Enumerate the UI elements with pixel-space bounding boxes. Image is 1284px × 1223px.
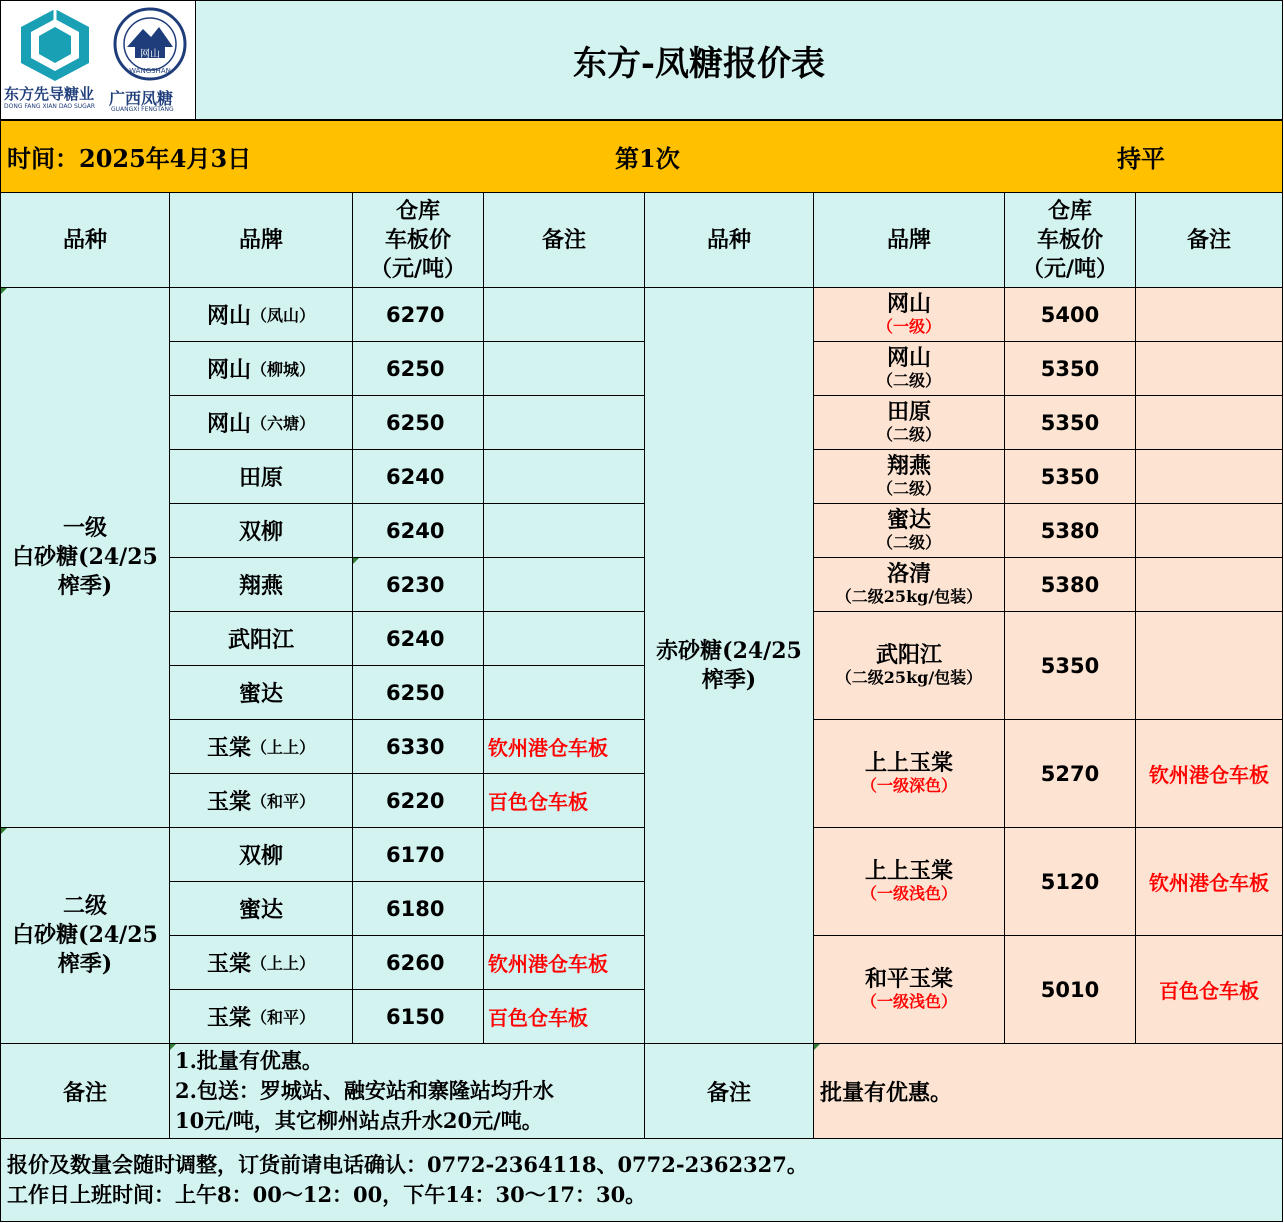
table-row-bs-6-price: 5350 [1005, 612, 1136, 720]
table-row-ws1-8-note: 钦州港仓车板 [484, 720, 645, 774]
table-row-bs-7-brand: 上上玉棠 （一级深色） [814, 720, 1005, 828]
table-row-ws2-2-brand: 玉棠 （上上） [170, 936, 353, 990]
col-note-right: 备注 [1136, 193, 1283, 288]
remarks-text-left: 1.批量有优惠。 2.包送：罗城站、融安站和寨隆站均升水 10元/吨，其它柳州站点升水20元/吨。 [170, 1044, 645, 1139]
table-row-ws2-3-price: 6150 [353, 990, 484, 1044]
col-price-right: 仓库 车板价 （元/吨） [1005, 193, 1136, 288]
svg-text:WANGSHAN: WANGSHAN [129, 67, 171, 75]
table-row-ws1-0-brand: 网山 （凤山） [170, 288, 353, 342]
table-row-ws1-4-price: 6240 [353, 504, 484, 558]
table-row-bs-6-note [1136, 612, 1283, 720]
table-row-ws1-9-price: 6220 [353, 774, 484, 828]
table-row-bs-8-price: 5120 [1005, 828, 1136, 936]
footer-contact: 报价及数量会随时调整，订货前请电话确认：0772-2364118、0772-2362327。 [7, 1152, 808, 1177]
table-row-bs-0-note [1136, 288, 1283, 342]
col-price-left: 仓库 车板价 （元/吨） [353, 193, 484, 288]
table-row-ws2-2-price: 6260 [353, 936, 484, 990]
table-row-ws2-0-brand: 双柳 [170, 828, 353, 882]
table-row-ws2-1-brand: 蜜达 [170, 882, 353, 936]
category-white-sugar-1: 一级 白砂糖(24/25 榨季) [0, 288, 170, 828]
table-row-bs-9-price: 5010 [1005, 936, 1136, 1044]
table-row-bs-1-brand: 网山 （二级） [814, 342, 1005, 396]
table-row-ws2-0-note [484, 828, 645, 882]
table-row-bs-4-price: 5380 [1005, 504, 1136, 558]
table-row-ws2-1-note [484, 882, 645, 936]
table-row-bs-3-brand: 翔燕 （二级） [814, 450, 1005, 504]
table-row-ws1-6-note [484, 612, 645, 666]
table-row-bs-9-note: 百色仓车板 [1136, 936, 1283, 1044]
table-row-bs-8-brand: 上上玉棠 （一级浅色） [814, 828, 1005, 936]
table-row-bs-3-note [1136, 450, 1283, 504]
table-row-ws1-3-brand: 田原 [170, 450, 353, 504]
logo1-name: 东方先导糖业 [4, 85, 95, 103]
logo-area [0, 0, 196, 120]
table-row-ws2-3-note: 百色仓车板 [484, 990, 645, 1044]
table-row-bs-3-price: 5350 [1005, 450, 1136, 504]
info-bar [0, 120, 1283, 193]
col-brand-right: 品牌 [814, 193, 1005, 288]
col-note-left: 备注 [484, 193, 645, 288]
remarks-label-right: 备注 [645, 1044, 814, 1139]
table-row-ws1-0-note [484, 288, 645, 342]
table-row-ws1-1-price: 6250 [353, 342, 484, 396]
footer-notes [0, 1139, 1283, 1222]
table-row-ws1-6-price: 6240 [353, 612, 484, 666]
table-row-bs-2-note [1136, 396, 1283, 450]
page-title: 东方-凤糖报价表 [196, 0, 1283, 120]
table-row-ws1-2-brand: 网山 （六塘） [170, 396, 353, 450]
logo2-sub: GUANGXI FENGTANG [111, 106, 174, 113]
table-row-ws1-5-price: 6230 [353, 558, 484, 612]
table-row-bs-5-price: 5380 [1005, 558, 1136, 612]
table-row-ws1-9-note: 百色仓车板 [484, 774, 645, 828]
dongfang-logo-icon [15, 5, 95, 85]
col-variety-right: 品种 [645, 193, 814, 288]
category-brown-sugar: 赤砂糖(24/25 榨季) [645, 288, 814, 1044]
table-row-ws1-4-note [484, 504, 645, 558]
table-row-bs-2-brand: 田原 （二级） [814, 396, 1005, 450]
category-white-sugar-2: 二级 白砂糖(24/25 榨季) [0, 828, 170, 1044]
table-row-ws1-7-note [484, 666, 645, 720]
table-row-ws1-6-brand: 武阳江 [170, 612, 353, 666]
table-row-ws1-1-brand: 网山 （柳城） [170, 342, 353, 396]
table-row-bs-1-note [1136, 342, 1283, 396]
table-row-ws1-7-price: 6250 [353, 666, 484, 720]
table-row-bs-5-note [1136, 558, 1283, 612]
remarks-label-left: 备注 [0, 1044, 170, 1139]
table-row-ws1-3-note [484, 450, 645, 504]
col-variety-left: 品种 [0, 193, 170, 288]
table-row-ws1-7-brand: 蜜达 [170, 666, 353, 720]
logo2-name: 广西凤糖 [109, 89, 174, 108]
table-row-ws1-3-price: 6240 [353, 450, 484, 504]
quote-date: 时间：2025年4月3日 [7, 144, 252, 173]
table-row-ws2-0-price: 6170 [353, 828, 484, 882]
table-row-ws1-0-price: 6270 [353, 288, 484, 342]
table-row-ws1-1-note [484, 342, 645, 396]
table-row-ws1-9-brand: 玉棠 （和平） [170, 774, 353, 828]
table-row-bs-8-note: 钦州港仓车板 [1136, 828, 1283, 936]
logo1-sub: DONG FANG XIAN DAO SUGAR [4, 103, 96, 110]
table-row-ws1-4-brand: 双柳 [170, 504, 353, 558]
table-row-ws1-5-brand: 翔燕 [170, 558, 353, 612]
col-brand-left: 品牌 [170, 193, 353, 288]
table-row-bs-1-price: 5350 [1005, 342, 1136, 396]
table-row-bs-7-price: 5270 [1005, 720, 1136, 828]
table-row-ws2-2-note: 钦州港仓车板 [484, 936, 645, 990]
quote-round: 第1次 [615, 144, 680, 173]
table-row-bs-0-brand: 网山 （一级） [814, 288, 1005, 342]
table-row-ws1-2-price: 6250 [353, 396, 484, 450]
table-row-bs-7-note: 钦州港仓车板 [1136, 720, 1283, 828]
footer-hours: 工作日上班时间：上午8：00～12：00，下午14：30～17：30。 [7, 1182, 647, 1207]
svg-text:网山: 网山 [140, 49, 160, 60]
table-row-bs-4-brand: 蜜达 （二级） [814, 504, 1005, 558]
table-row-ws1-5-note [484, 558, 645, 612]
table-row-bs-5-brand: 洛清 （二级25kg/包装） [814, 558, 1005, 612]
table-row-bs-6-brand: 武阳江 （二级25kg/包装） [814, 612, 1005, 720]
table-row-bs-0-price: 5400 [1005, 288, 1136, 342]
wangshan-seal-icon [113, 7, 187, 81]
table-row-ws1-8-brand: 玉棠 （上上） [170, 720, 353, 774]
table-row-ws1-8-price: 6330 [353, 720, 484, 774]
table-row-ws1-2-note [484, 396, 645, 450]
table-row-bs-9-brand: 和平玉棠 （一级浅色） [814, 936, 1005, 1044]
table-row-bs-4-note [1136, 504, 1283, 558]
price-trend: 持平 [1117, 144, 1165, 173]
remarks-text-right: 批量有优惠。 [814, 1044, 1283, 1139]
table-row-ws2-3-brand: 玉棠 （和平） [170, 990, 353, 1044]
table-row-bs-2-price: 5350 [1005, 396, 1136, 450]
table-row-ws2-1-price: 6180 [353, 882, 484, 936]
